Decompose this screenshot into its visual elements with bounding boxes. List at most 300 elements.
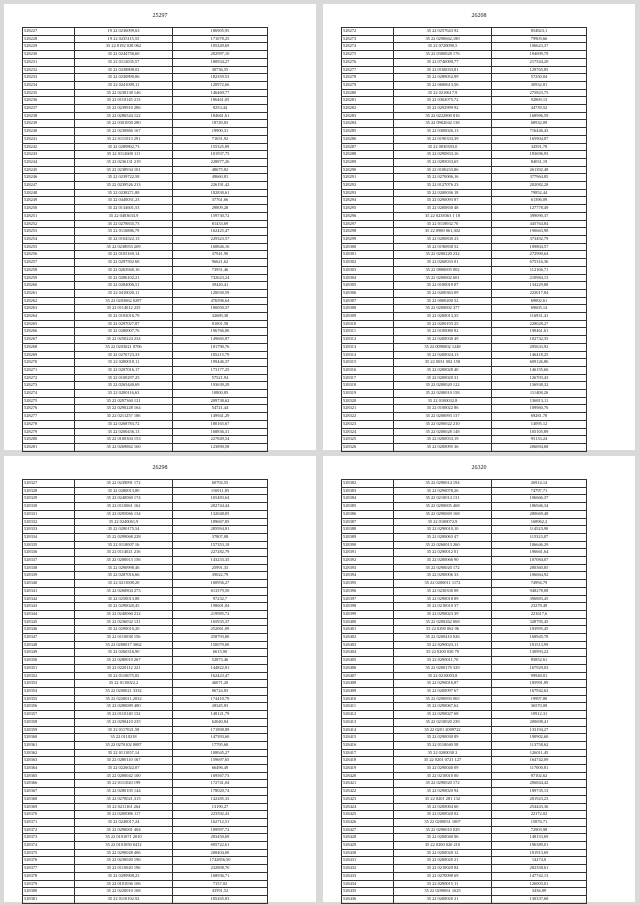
y-coordinate: 232808,70 <box>173 865 268 873</box>
table-row <box>342 842 587 850</box>
x-coordinate: 35 22 0210014 131 <box>394 495 492 503</box>
x-coordinate: 35 22 0111057,14 <box>75 749 173 757</box>
table-row <box>23 880 268 888</box>
point-id: 528315 <box>342 359 394 367</box>
point-id: 528343 <box>23 603 75 611</box>
x-coordinate: 35 22 0290001 404 <box>75 826 173 834</box>
x-coordinate: 35 22 0980 061,302 <box>394 228 492 236</box>
x-coordinate: 35 22 0200020 21 <box>394 857 492 865</box>
table-row <box>23 842 268 850</box>
table-row <box>23 105 268 113</box>
x-coordinate: 35 22 0290078,26 <box>394 487 492 495</box>
table-row <box>342 795 587 803</box>
x-coordinate: 35 22 0200830 48 <box>394 205 492 213</box>
coordinate-table <box>341 27 587 452</box>
x-coordinate: 35 22 0286102,21 <box>75 274 173 282</box>
point-id: 528346 <box>23 626 75 634</box>
x-coordinate: 35 22 0265440,69 <box>75 382 173 390</box>
y-coordinate: 81433,69 <box>173 220 268 228</box>
x-coordinate: 35 22 0280175,54 <box>75 526 173 534</box>
x-coordinate: 35 22 0110075,05 <box>75 672 173 680</box>
point-id: 528237 <box>23 105 75 113</box>
y-coordinate: 14095,12 <box>492 420 587 428</box>
point-id: 528314 <box>342 351 394 359</box>
table-row <box>23 572 268 580</box>
y-coordinate: 194699,79 <box>492 51 587 59</box>
table-row <box>342 143 587 151</box>
x-coordinate: 35 22 0290005 468 <box>394 503 492 511</box>
table-row <box>23 557 268 565</box>
table-row <box>342 328 587 336</box>
x-coordinate: 35 22 0200066 90 <box>394 557 492 565</box>
table-row <box>23 495 268 503</box>
table-row <box>23 205 268 213</box>
x-coordinate: 35 22 0127076 23 <box>394 182 492 190</box>
y-coordinate: 196389,01 <box>492 842 587 850</box>
table-row <box>23 313 268 321</box>
y-coordinate: 219985,72 <box>173 610 268 618</box>
x-coordinate: 35 22 0110007 16 <box>75 541 173 549</box>
point-id: 528401 <box>342 626 394 634</box>
table-row <box>342 726 587 734</box>
x-coordinate: 35 22 0290010,20 <box>75 626 173 634</box>
y-coordinate: 114523,90 <box>492 526 587 534</box>
y-coordinate: 854823,1 <box>492 28 587 36</box>
y-coordinate: 157353,18 <box>173 541 268 549</box>
y-coordinate: 167942,62 <box>492 687 587 695</box>
table-row <box>342 741 587 749</box>
point-id: 528378 <box>23 872 75 880</box>
table-row <box>23 151 268 159</box>
point-id: 528404 <box>342 649 394 657</box>
y-coordinate: 6615,90 <box>173 649 268 657</box>
y-coordinate: 148153,69 <box>492 834 587 842</box>
point-id: 528276 <box>23 405 75 413</box>
point-id: 528277 <box>342 66 394 74</box>
x-coordinate: 35 22 0238271,88 <box>75 189 173 197</box>
point-id: 528259 <box>23 274 75 282</box>
y-coordinate: 43591,52 <box>173 888 268 896</box>
point-id: 528394 <box>342 572 394 580</box>
y-coordinate: 716446,43 <box>492 128 587 136</box>
point-id: 528428 <box>342 834 394 842</box>
table-row <box>23 197 268 205</box>
x-coordinate: 35 22 0290006 33 <box>394 572 492 580</box>
x-coordinate: 35 22 0200020 31 <box>394 374 492 382</box>
point-id: 528263 <box>23 305 75 313</box>
y-coordinate: 202744,44 <box>173 503 268 511</box>
y-coordinate: 155325,89 <box>173 143 268 151</box>
point-id: 528413 <box>342 718 394 726</box>
point-id: 528272 <box>342 28 394 36</box>
x-coordinate: 35 22 0200363 09 <box>394 289 492 297</box>
x-coordinate: 35 22 0200022 210 <box>394 420 492 428</box>
x-coordinate: 35 22 0160033,81 <box>394 66 492 74</box>
y-coordinate: 221617,6 <box>492 610 587 618</box>
x-coordinate: 35 22 0290833,16 <box>394 151 492 159</box>
table-row <box>342 197 587 205</box>
point-id: 528262 <box>23 297 75 305</box>
point-id: 528247 <box>23 182 75 190</box>
table-row <box>23 765 268 773</box>
point-id: 528399 <box>342 610 394 618</box>
table-row <box>342 366 587 374</box>
y-coordinate: 19900,31 <box>173 128 268 136</box>
x-coordinate: 35 22 0200830 23 <box>394 235 492 243</box>
x-coordinate: 35 22 0230890,06 <box>75 74 173 82</box>
x-coordinate: 35 22 0201 2009722 <box>394 726 492 734</box>
y-coordinate: 126003,01 <box>492 880 587 888</box>
y-coordinate: 84031,19 <box>492 158 587 166</box>
table-row <box>342 811 587 819</box>
point-id: 528411 <box>342 703 394 711</box>
x-coordinate: 35 22 0110140 132 <box>75 711 173 719</box>
y-coordinate: 46071,20 <box>173 680 268 688</box>
x-coordinate: 35 22 0238053 209 <box>75 243 173 251</box>
x-coordinate: 35 22 0200031 1007 <box>394 818 492 826</box>
table-row <box>342 336 587 344</box>
page-title: 25297 <box>152 13 168 19</box>
table-row <box>342 526 587 534</box>
table-row <box>23 28 268 36</box>
y-coordinate: 8253,44 <box>173 105 268 113</box>
point-id: 528380 <box>23 888 75 896</box>
table-row <box>342 610 587 618</box>
table-row <box>23 182 268 190</box>
x-coordinate: 35 22 0200093 137 <box>394 413 492 421</box>
point-id: 528278 <box>23 420 75 428</box>
y-coordinate: 109804,57 <box>492 243 587 251</box>
y-coordinate: 79852,44 <box>492 189 587 197</box>
point-id: 528277 <box>23 413 75 421</box>
table-row <box>23 212 268 220</box>
point-id: 528295 <box>342 205 394 213</box>
y-coordinate: 208404,00 <box>173 849 268 857</box>
table-row <box>342 495 587 503</box>
table-row <box>342 480 587 488</box>
x-coordinate: 35 22 0720090,5 <box>394 43 492 51</box>
x-coordinate: 35 22 0101036 106 <box>75 880 173 888</box>
table-row <box>342 572 587 580</box>
y-coordinate: 258793,80 <box>173 634 268 642</box>
y-coordinate: 445764,84 <box>492 220 587 228</box>
table-row <box>342 649 587 657</box>
y-coordinate: 171078,25 <box>173 35 268 43</box>
table-row <box>342 557 587 565</box>
y-coordinate: 206694,68 <box>492 443 587 451</box>
y-coordinate: 127778,49 <box>492 205 587 213</box>
point-id: 528407 <box>342 672 394 680</box>
x-coordinate: 35 22 0290662,180 <box>394 35 492 43</box>
table-row <box>23 51 268 59</box>
x-coordinate: 35 22 0289052,99 <box>394 74 492 82</box>
y-coordinate: 149665,87 <box>173 336 268 344</box>
y-coordinate: 162712,51 <box>173 818 268 826</box>
x-coordinate: 35 22 0230020 196 <box>75 857 173 865</box>
y-coordinate: 189997,72 <box>173 826 268 834</box>
point-id: 528362 <box>23 749 75 757</box>
x-coordinate: 35 22 0290061 1625 <box>394 888 492 896</box>
y-coordinate: 61396,09 <box>492 197 587 205</box>
x-coordinate: 35 22 0200013,35 <box>394 313 492 321</box>
x-coordinate: 35 22 0270021,315 <box>75 795 173 803</box>
x-coordinate: 35 22 0226022,07 <box>75 765 173 773</box>
table-row <box>23 97 268 105</box>
point-id: 528339 <box>23 572 75 580</box>
table-row <box>23 166 268 174</box>
table-row <box>23 143 268 151</box>
point-id: 528275 <box>342 51 394 59</box>
x-coordinate: 35 22 0263940,16 <box>75 266 173 274</box>
x-coordinate: 35 22 0090002 1248 <box>394 343 492 351</box>
x-coordinate: 35 22 0134601,53 <box>75 205 173 213</box>
point-id: 528321 <box>342 405 394 413</box>
point-id: 528426 <box>342 818 394 826</box>
y-coordinate: 85852,61 <box>492 657 587 665</box>
table-row <box>342 105 587 113</box>
table-row <box>23 487 268 495</box>
point-id: 528375 <box>23 849 75 857</box>
point-id: 528268 <box>23 343 75 351</box>
point-id: 528332 <box>23 518 75 526</box>
y-coordinate: 86724,83 <box>173 687 268 695</box>
y-coordinate: 168962,2 <box>492 518 587 526</box>
point-id: 528348 <box>23 641 75 649</box>
point-id: 528301 <box>342 251 394 259</box>
point-id: 528415 <box>342 734 394 742</box>
y-coordinate: 36570,08 <box>492 703 587 711</box>
table-row <box>23 857 268 865</box>
point-id: 528272 <box>23 374 75 382</box>
point-id: 528361 <box>23 741 75 749</box>
y-coordinate: 14274,0 <box>492 857 587 865</box>
y-coordinate: 117000,81 <box>492 765 587 773</box>
y-coordinate: 229323,57 <box>173 235 268 243</box>
point-id: 528327 <box>23 480 75 488</box>
x-coordinate: 35 22 0104522,13 <box>75 235 173 243</box>
y-coordinate: 173177,25 <box>173 366 268 374</box>
point-id: 528289 <box>342 158 394 166</box>
point-id: 528359 <box>23 726 75 734</box>
document-page-4 <box>323 456 635 902</box>
x-coordinate: 35 22 0290020 172 <box>394 564 492 572</box>
point-id: 528264 <box>23 313 75 321</box>
y-coordinate: 99948,81 <box>492 672 587 680</box>
x-coordinate: 35 22 0200028 148 <box>394 428 492 436</box>
y-coordinate: 185991,89 <box>492 680 587 688</box>
table-row <box>23 772 268 780</box>
point-id: 528408 <box>342 680 394 688</box>
x-coordinate: 35 22 0290016,87 <box>394 680 492 688</box>
table-row <box>342 166 587 174</box>
table-row <box>23 351 268 359</box>
y-coordinate: 164742,09 <box>492 757 587 765</box>
x-coordinate: 35 22 0200193 25 <box>394 320 492 328</box>
x-coordinate: 35 22 0287016,66 <box>75 572 173 580</box>
table-row <box>23 297 268 305</box>
point-id: 528292 <box>342 182 394 190</box>
y-coordinate: 37941,90 <box>173 251 268 259</box>
y-coordinate: 217544,20 <box>492 58 587 66</box>
table-row <box>342 43 587 51</box>
point-id: 528280 <box>342 89 394 97</box>
point-id: 528331 <box>23 510 75 518</box>
point-id: 528230 <box>23 51 75 59</box>
y-coordinate: 120972,66 <box>173 81 268 89</box>
table-row <box>342 313 587 321</box>
table-row <box>23 359 268 367</box>
coordinate-table <box>22 27 268 452</box>
point-id: 528382 <box>342 480 394 488</box>
x-coordinate: 35 22 0110102,92 <box>75 895 173 903</box>
x-coordinate: 35 22 0100304 153 <box>75 436 173 444</box>
table-row <box>342 788 587 796</box>
y-coordinate: 54721,44 <box>173 405 268 413</box>
y-coordinate: 732623,24 <box>173 274 268 282</box>
table-row <box>23 74 268 82</box>
point-id: 528335 <box>23 541 75 549</box>
point-id: 528270 <box>23 359 75 367</box>
y-coordinate: 102732,35 <box>492 336 587 344</box>
point-id: 528363 <box>23 757 75 765</box>
table-row <box>342 749 587 757</box>
x-coordinate: 35 22 0200086 117 <box>75 811 173 819</box>
table-row <box>23 549 268 557</box>
table-row <box>23 641 268 649</box>
table-row <box>23 657 268 665</box>
table-row <box>23 405 268 413</box>
table-row <box>342 895 587 903</box>
point-id: 528430 <box>342 849 394 857</box>
point-id: 528240 <box>23 128 75 136</box>
y-coordinate: 81001,58 <box>173 320 268 328</box>
coordinate-table <box>341 479 587 904</box>
y-coordinate: 169567,73 <box>173 772 268 780</box>
table-row <box>342 818 587 826</box>
table-row <box>342 834 587 842</box>
table-row <box>23 228 268 236</box>
y-coordinate: 185215,79 <box>173 351 268 359</box>
table-row <box>23 872 268 880</box>
table-row <box>23 251 268 259</box>
page-title: 26320 <box>471 465 487 471</box>
x-coordinate: 35 22 0299908,23 <box>75 872 173 880</box>
y-coordinate: 95133,24 <box>492 436 587 444</box>
x-coordinate: 35 22 0100032,8 <box>394 397 492 405</box>
y-coordinate: 96621,62 <box>173 259 268 267</box>
point-id: 528302 <box>342 259 394 267</box>
point-id: 528392 <box>342 557 394 565</box>
table-row <box>342 533 587 541</box>
x-coordinate: 35 22 0280018,11 <box>75 359 173 367</box>
y-coordinate: 97232,7 <box>173 595 268 603</box>
x-coordinate: 35 22 0740000,77 <box>394 58 492 66</box>
table-row <box>23 220 268 228</box>
table-row <box>342 865 587 873</box>
point-id: 528280 <box>23 436 75 444</box>
table-row <box>342 135 587 143</box>
x-coordinate: 35 22 0290020,45 <box>75 603 173 611</box>
y-coordinate: 168996,59 <box>492 112 587 120</box>
table-row <box>342 259 587 267</box>
y-coordinate: 112166,71 <box>492 266 587 274</box>
table-row <box>342 235 587 243</box>
point-id: 528384 <box>342 495 394 503</box>
point-id: 528291 <box>342 174 394 182</box>
table-row <box>342 220 587 228</box>
x-coordinate: 35 22 0200436,13 <box>75 428 173 436</box>
point-id: 528252 <box>23 220 75 228</box>
point-id: 528383 <box>342 487 394 495</box>
table-row <box>342 772 587 780</box>
point-id: 528340 <box>23 580 75 588</box>
table-row <box>23 382 268 390</box>
point-id: 528306 <box>342 289 394 297</box>
x-coordinate: 35 22 0200170 329 <box>394 664 492 672</box>
point-id: 528253 <box>23 228 75 236</box>
y-coordinate: 186461,05 <box>173 97 268 105</box>
x-coordinate: 35 22 0200 030 79 <box>394 649 492 657</box>
x-coordinate: 35 22 0299068 228 <box>75 533 173 541</box>
y-coordinate: 159730,72 <box>173 212 268 220</box>
table-row <box>342 757 587 765</box>
point-id: 528290 <box>342 166 394 174</box>
x-coordinate: 35 22 0200040 06 <box>394 834 492 842</box>
point-id: 528397 <box>342 595 394 603</box>
table-row <box>342 641 587 649</box>
point-id: 528308 <box>342 305 394 313</box>
point-id: 528356 <box>23 703 75 711</box>
table-row <box>342 51 587 59</box>
point-id: 528386 <box>342 510 394 518</box>
x-coordinate: 35 22 0301050 280 <box>75 120 173 128</box>
table-row <box>23 35 268 43</box>
table-row <box>23 526 268 534</box>
y-coordinate: 144822,81 <box>173 664 268 672</box>
x-coordinate: 35 22 0290012 01 <box>394 549 492 557</box>
point-id: 528389 <box>342 533 394 541</box>
table-row <box>342 151 587 159</box>
table-row <box>342 266 587 274</box>
y-coordinate: 17795,60 <box>173 741 268 749</box>
y-coordinate: 146155,66 <box>492 366 587 374</box>
point-id: 528434 <box>342 880 394 888</box>
y-coordinate: 129765,85 <box>492 66 587 74</box>
y-coordinate: 261392,48 <box>492 166 587 174</box>
point-id: 528334 <box>23 533 75 541</box>
x-coordinate: 35 22 0110145 213 <box>75 97 173 105</box>
x-coordinate: 35 22 0290020 172 <box>394 780 492 788</box>
x-coordinate: 35 22 0600613,56 <box>394 81 492 89</box>
y-coordinate: 196766,06 <box>173 328 268 336</box>
table-row <box>23 695 268 703</box>
y-coordinate: 227282,79 <box>173 549 268 557</box>
table-row <box>23 374 268 382</box>
table-row <box>23 174 268 182</box>
table-row <box>342 626 587 634</box>
x-coordinate: 35 22 0211257 186 <box>75 413 173 421</box>
y-coordinate: 675316,36 <box>492 259 587 267</box>
table-row <box>23 43 268 51</box>
y-coordinate: 185265,83 <box>173 895 268 903</box>
table-row <box>23 135 268 143</box>
y-coordinate: 162423,47 <box>173 672 268 680</box>
y-coordinate: 30932,81 <box>492 81 587 89</box>
y-coordinate: 172741,04 <box>173 780 268 788</box>
x-coordinate: 35 22 0000200 52 <box>394 297 492 305</box>
y-coordinate: 182830,61 <box>173 189 268 197</box>
x-coordinate: 35 22 0200262 068 <box>394 618 492 626</box>
